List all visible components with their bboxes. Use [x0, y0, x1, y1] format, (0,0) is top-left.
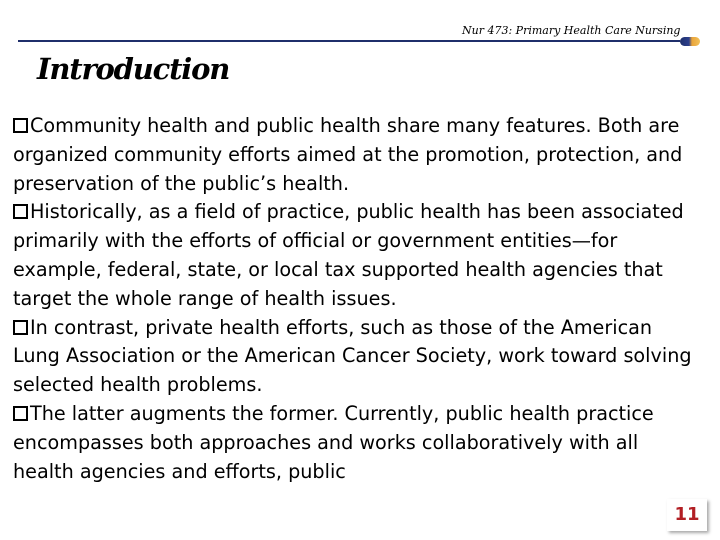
bullet-paragraph: [13, 314, 693, 400]
checkbox-square-icon: [13, 406, 28, 421]
paragraph-text: The latter augments the former. Currently, public health practice encompasses both approaches and works collaboratively with all health agencies and efforts, public: [13, 401, 654, 483]
slide-title: Introduction: [37, 52, 230, 86]
checkbox-square-icon: [13, 204, 28, 219]
header-line: [18, 40, 680, 42]
header-badge-icon: [680, 37, 700, 46]
bullet-paragraph: [13, 400, 693, 486]
checkbox-square-icon: [13, 118, 28, 133]
checkbox-square-icon: [13, 320, 28, 335]
paragraph-text: Historically, as a field of practice, public health has been associated primarily with the efforts of official or government entities—for example, federal, state, or local tax supported health agencies that target the whole range of health issues.: [13, 200, 684, 310]
paragraph-text: In contrast, private health efforts, such as those of the American Lung Association or the American Cancer Society, work toward solving selected health problems.: [13, 315, 692, 397]
page-number: 11: [667, 499, 707, 531]
bullet-paragraph: [13, 198, 693, 313]
bullet-paragraph: [13, 112, 693, 198]
paragraph-text: Community health and public health share many features. Both are organized community efforts aimed at the promotion, protection, and preservation of the public’s health.: [13, 114, 683, 195]
slide-content: [13, 112, 693, 486]
course-header: Nur 473: Primary Health Care Nursing: [462, 24, 681, 37]
